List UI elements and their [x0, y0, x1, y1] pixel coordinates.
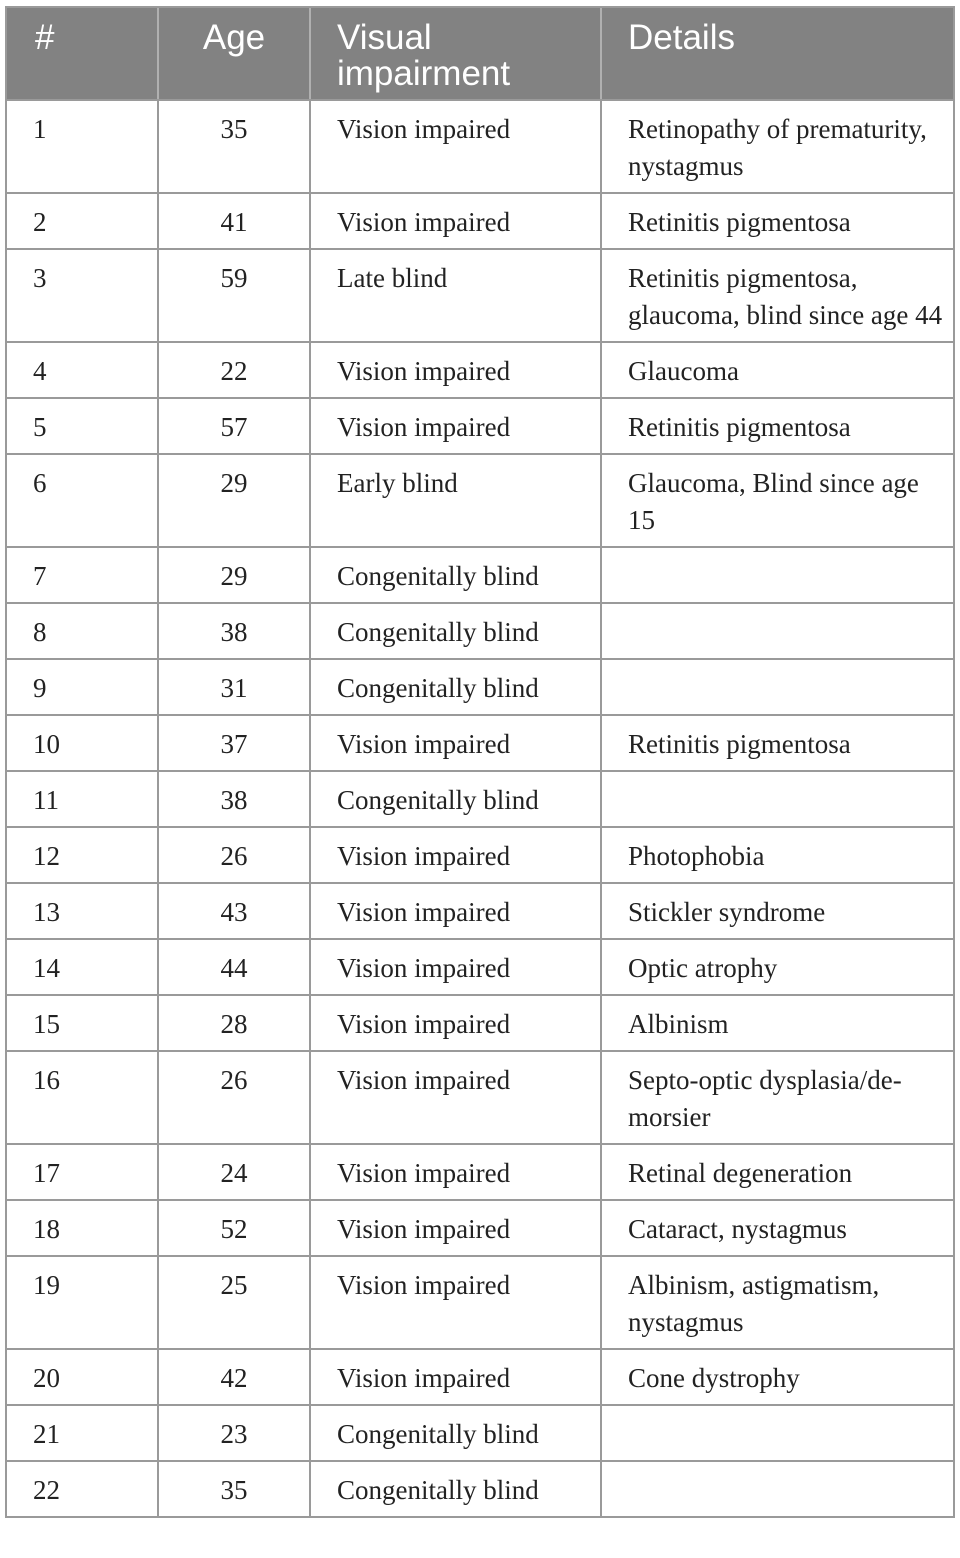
cell-visual-impairment: Vision impaired — [310, 995, 601, 1051]
cell-visual-impairment: Vision impaired — [310, 883, 601, 939]
cell-details — [601, 1405, 953, 1461]
cell-visual-impairment: Vision impaired — [310, 715, 601, 771]
cell-age: 35 — [158, 100, 310, 193]
cell-age: 26 — [158, 1051, 310, 1144]
table-row — [7, 398, 953, 454]
cell-number: 3 — [7, 249, 158, 342]
table-row — [7, 100, 953, 193]
cell-number: 6 — [7, 454, 158, 547]
cell-age: 29 — [158, 547, 310, 603]
cell-visual-impairment: Vision impaired — [310, 398, 601, 454]
cell-age: 24 — [158, 1144, 310, 1200]
table-row — [7, 1256, 953, 1349]
table-row — [7, 1349, 953, 1405]
cell-details: Cone dystrophy — [601, 1349, 953, 1405]
cell-visual-impairment: Congenitally blind — [310, 771, 601, 827]
cell-details — [601, 659, 953, 715]
table-row — [7, 603, 953, 659]
cell-visual-impairment: Congenitally blind — [310, 547, 601, 603]
table-row — [7, 342, 953, 398]
cell-visual-impairment: Late blind — [310, 249, 601, 342]
cell-visual-impairment: Vision impaired — [310, 827, 601, 883]
cell-number: 12 — [7, 827, 158, 883]
table-row — [7, 659, 953, 715]
cell-age: 41 — [158, 193, 310, 249]
header-number: # — [7, 8, 158, 100]
table-row — [7, 1461, 953, 1516]
cell-number: 5 — [7, 398, 158, 454]
table-row — [7, 939, 953, 995]
table-body — [7, 100, 953, 1516]
cell-age: 37 — [158, 715, 310, 771]
cell-details: Albinism, astigmatism, nystagmus — [601, 1256, 953, 1349]
cell-visual-impairment: Vision impaired — [310, 342, 601, 398]
cell-age: 28 — [158, 995, 310, 1051]
cell-age: 59 — [158, 249, 310, 342]
cell-number: 9 — [7, 659, 158, 715]
cell-details: Optic atrophy — [601, 939, 953, 995]
cell-details — [601, 547, 953, 603]
cell-details: Retinopathy of prematurity, nystagmus — [601, 100, 953, 193]
cell-details: Retinal degeneration — [601, 1144, 953, 1200]
header-age: Age — [158, 8, 310, 100]
table-row — [7, 1144, 953, 1200]
cell-age: 38 — [158, 603, 310, 659]
table-header — [7, 8, 953, 100]
cell-details: Retinitis pigmentosa — [601, 715, 953, 771]
cell-number: 1 — [7, 100, 158, 193]
cell-details: Photophobia — [601, 827, 953, 883]
cell-visual-impairment: Congenitally blind — [310, 603, 601, 659]
table-row — [7, 1200, 953, 1256]
cell-age: 31 — [158, 659, 310, 715]
cell-visual-impairment: Vision impaired — [310, 100, 601, 193]
cell-visual-impairment: Vision impaired — [310, 1256, 601, 1349]
table-row — [7, 715, 953, 771]
cell-visual-impairment: Vision impaired — [310, 939, 601, 995]
cell-age: 52 — [158, 1200, 310, 1256]
table-row — [7, 547, 953, 603]
cell-details — [601, 771, 953, 827]
cell-number: 18 — [7, 1200, 158, 1256]
table-row — [7, 249, 953, 342]
cell-number: 2 — [7, 193, 158, 249]
cell-visual-impairment: Vision impaired — [310, 193, 601, 249]
cell-number: 13 — [7, 883, 158, 939]
cell-details: Cataract, nystagmus — [601, 1200, 953, 1256]
table-row — [7, 1405, 953, 1461]
cell-visual-impairment: Vision impaired — [310, 1349, 601, 1405]
cell-details — [601, 603, 953, 659]
cell-details: Glaucoma — [601, 342, 953, 398]
table-row — [7, 193, 953, 249]
cell-age: 43 — [158, 883, 310, 939]
table-row — [7, 771, 953, 827]
cell-visual-impairment: Congenitally blind — [310, 1405, 601, 1461]
cell-details: Glaucoma, Blind since age 15 — [601, 454, 953, 547]
cell-age: 23 — [158, 1405, 310, 1461]
table-row — [7, 827, 953, 883]
header-details: Details — [601, 8, 953, 100]
cell-details: Retinitis pigmentosa — [601, 398, 953, 454]
cell-visual-impairment: Early blind — [310, 454, 601, 547]
cell-age: 57 — [158, 398, 310, 454]
cell-number: 4 — [7, 342, 158, 398]
cell-number: 21 — [7, 1405, 158, 1461]
participants-table — [7, 8, 953, 1516]
cell-details: Septo-optic dysplasia/de-morsier — [601, 1051, 953, 1144]
cell-number: 17 — [7, 1144, 158, 1200]
cell-age: 25 — [158, 1256, 310, 1349]
cell-age: 26 — [158, 827, 310, 883]
table-row — [7, 995, 953, 1051]
cell-visual-impairment: Vision impaired — [310, 1200, 601, 1256]
cell-age: 44 — [158, 939, 310, 995]
participants-table-container — [5, 6, 955, 1518]
cell-number: 14 — [7, 939, 158, 995]
header-visual-impairment: Visual impairment — [310, 8, 601, 100]
table-row — [7, 454, 953, 547]
cell-number: 16 — [7, 1051, 158, 1144]
cell-visual-impairment: Vision impaired — [310, 1144, 601, 1200]
cell-visual-impairment: Congenitally blind — [310, 1461, 601, 1516]
cell-details: Retinitis pigmentosa — [601, 193, 953, 249]
cell-number: 11 — [7, 771, 158, 827]
cell-age: 42 — [158, 1349, 310, 1405]
cell-details: Retinitis pigmentosa, glaucoma, blind since age 44 — [601, 249, 953, 342]
cell-visual-impairment: Vision impaired — [310, 1051, 601, 1144]
cell-age: 38 — [158, 771, 310, 827]
cell-age: 29 — [158, 454, 310, 547]
cell-details: Stickler syndrome — [601, 883, 953, 939]
cell-number: 19 — [7, 1256, 158, 1349]
table-row — [7, 883, 953, 939]
table-row — [7, 1051, 953, 1144]
cell-details: Albinism — [601, 995, 953, 1051]
cell-number: 22 — [7, 1461, 158, 1516]
cell-number: 7 — [7, 547, 158, 603]
header-row — [7, 8, 953, 100]
cell-number: 15 — [7, 995, 158, 1051]
cell-number: 20 — [7, 1349, 158, 1405]
cell-age: 35 — [158, 1461, 310, 1516]
cell-details — [601, 1461, 953, 1516]
cell-visual-impairment: Congenitally blind — [310, 659, 601, 715]
cell-number: 10 — [7, 715, 158, 771]
cell-number: 8 — [7, 603, 158, 659]
cell-age: 22 — [158, 342, 310, 398]
